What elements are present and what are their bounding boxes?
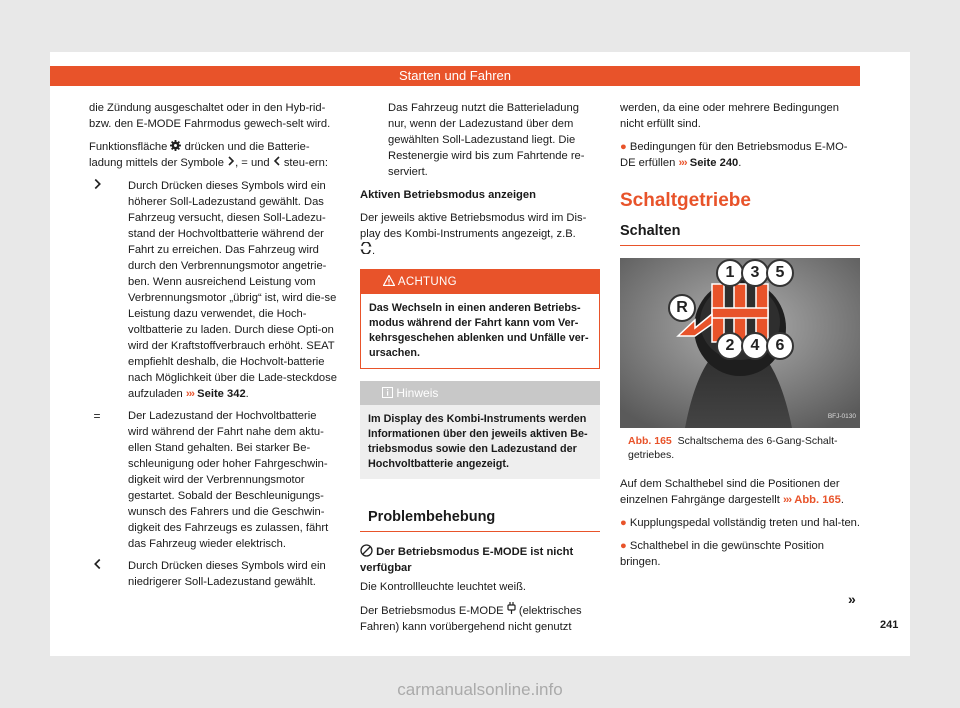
page-reference[interactable]: Seite 240 bbox=[689, 157, 739, 169]
paragraph: Das Fahrzeug nutzt die Batterieladung nur, wenn der Ladezustand über dem gewählten Soll-Ladezustand liegt. Die Restenergie wird bis zum Fahrtende re-serviert. bbox=[388, 102, 585, 178]
chapter-header bbox=[50, 66, 860, 86]
figure-reference[interactable]: Abb. 165 bbox=[794, 494, 841, 506]
section-heading: Problembehebung bbox=[360, 495, 600, 532]
bullet-item: ● Schalthebel in die gewünschte Position bringen. bbox=[620, 540, 824, 568]
note-box bbox=[360, 381, 600, 479]
chapter-title: Starten und Fahren bbox=[398, 68, 512, 83]
paragraph: Der Betriebsmodus E-MODE (elektrisches Fahren) kann vorübergehend nicht genutzt bbox=[360, 602, 600, 635]
gear-label: 6 bbox=[766, 332, 794, 360]
note-header: Hinweis bbox=[360, 381, 600, 405]
section-heading: Schalten bbox=[620, 223, 860, 246]
list-item: Durch Drücken dieses Symbols wird ein höherer Soll-Ladezustand gewählt. Das Fahrzeug versucht, diesen Soll-Ladezu-stand der Hochvoltbatterie während der Fahrt zu erreichen. Das Fahrzeug wird durch den Verbrennungsmotor angetrie-ben. Wenn ausreichend Leistung vom Verbrennungsmotor „übrig“ ist, wird die-se Leistung dazu verwendet, die Hoch-voltbatterie zu laden. Durch diese Opti-on wird der Kraftstoffverbrauch erhöht. SEAT empfiehlt deshalb, die Hochvolt-batterie nach Möglichkeit über die Lade-steckdose aufzuladen ››› Seite 342. bbox=[89, 178, 339, 402]
chevron-left-icon bbox=[273, 156, 281, 166]
warning-text: Das Wechseln in einen anderen Betriebs-modus während der Fahrt kann vom Ver-kehrsgeschehen ablenken und Unfälle ver-ursachen. bbox=[369, 302, 589, 359]
gear-label: 1 bbox=[716, 259, 744, 287]
paragraph: Der jeweils aktive Betriebsmodus wird im Dis-play des Kombi-Instruments angezeigt, z.B. . bbox=[360, 212, 587, 257]
figure-caption: Abb. 165 Schaltschema des 6-Gang-Schalt-getriebes. bbox=[628, 435, 838, 461]
column-1 bbox=[89, 100, 339, 596]
list-item: = Der Ladezustand der Hochvoltbatterie wird während der Fahrt nahe dem aktu-ellen Stand gehalten. Bei starker Be-schleunigung oder hoher Fahrgeschwin-digkeit wird der Verbrennungsmotor gestartet. Sobald der Beschleunigungs-wunsch des Fahrers und die Geschwin-digkeit des Fahrzeugs es zulassen, fährt das Fahrzeug wieder elektrisch. bbox=[89, 408, 339, 552]
watermark: carmanualsonline.info bbox=[397, 680, 563, 699]
gear-label: 5 bbox=[766, 259, 794, 287]
bullet-item: ● Kupplungspedal vollständig treten und hal-ten. bbox=[620, 517, 861, 529]
gear-label: 3 bbox=[741, 259, 769, 287]
column-2 bbox=[360, 100, 600, 642]
list-item: Durch Drücken dieses Symbols wird ein niedrigerer Soll-Ladezustand gewählt. bbox=[89, 558, 339, 590]
gear-shift-figure bbox=[620, 258, 860, 428]
gear-label: R bbox=[668, 294, 696, 322]
paragraph: die Zündung ausgeschaltet oder in den Hyb-rid- bzw. den E-MODE Fahrmodus gewech-selt wird. bbox=[89, 102, 331, 130]
paragraph: werden, da eine oder mehrere Bedingungen nicht erfüllt sind. bbox=[620, 102, 839, 130]
paragraph: Auf dem Schalthebel sind die Positionen der einzelnen Fahrgänge dargestellt ››› Abb. 165. bbox=[620, 478, 844, 506]
subheading: Aktiven Betriebsmodus anzeigen bbox=[360, 189, 536, 201]
no-emode-icon bbox=[360, 544, 373, 557]
gear-label: 2 bbox=[716, 332, 744, 360]
bullet-item: ● Bedingungen für den Betriebsmodus E-MO-DE erfüllen ››› Seite 240. bbox=[620, 141, 848, 169]
continue-marker: » bbox=[848, 591, 856, 607]
chapter-heading: Schaltgetriebe bbox=[620, 190, 751, 211]
equals-symbol: = bbox=[93, 409, 101, 423]
warning-icon bbox=[383, 275, 395, 286]
chevron-right-icon bbox=[227, 156, 235, 166]
problem-title: Der Betriebsmodus E-MODE ist nicht verfügbar bbox=[360, 546, 574, 574]
battery-hold-icon bbox=[360, 242, 372, 254]
note-text: Im Display des Kombi-Instruments werden Informationen über den jeweils aktiven Be-triebsmodus sowie den Ladezustand der Hochvoltbatterie angezeigt. bbox=[368, 413, 588, 470]
chevron-left-icon bbox=[93, 558, 102, 570]
paragraph: Die Kontrollleuchte leuchtet weiß. bbox=[360, 581, 527, 593]
chevron-right-icon bbox=[93, 178, 102, 190]
column-3 bbox=[620, 100, 860, 577]
figure-code: BFJ-0130 bbox=[827, 413, 856, 420]
plug-icon bbox=[507, 602, 516, 614]
info-icon bbox=[382, 387, 393, 398]
page-reference[interactable]: Seite 342 bbox=[197, 388, 246, 400]
gear-label: 4 bbox=[741, 332, 769, 360]
page-number: 241 bbox=[880, 619, 899, 631]
warning-box bbox=[360, 269, 600, 369]
warning-header: ACHTUNG bbox=[361, 270, 599, 294]
paragraph: Funktionsfläche drücken und die Batterie-ladung mittels der Symbole , = und steu-ern: bbox=[89, 141, 328, 169]
gear-icon bbox=[170, 140, 181, 151]
